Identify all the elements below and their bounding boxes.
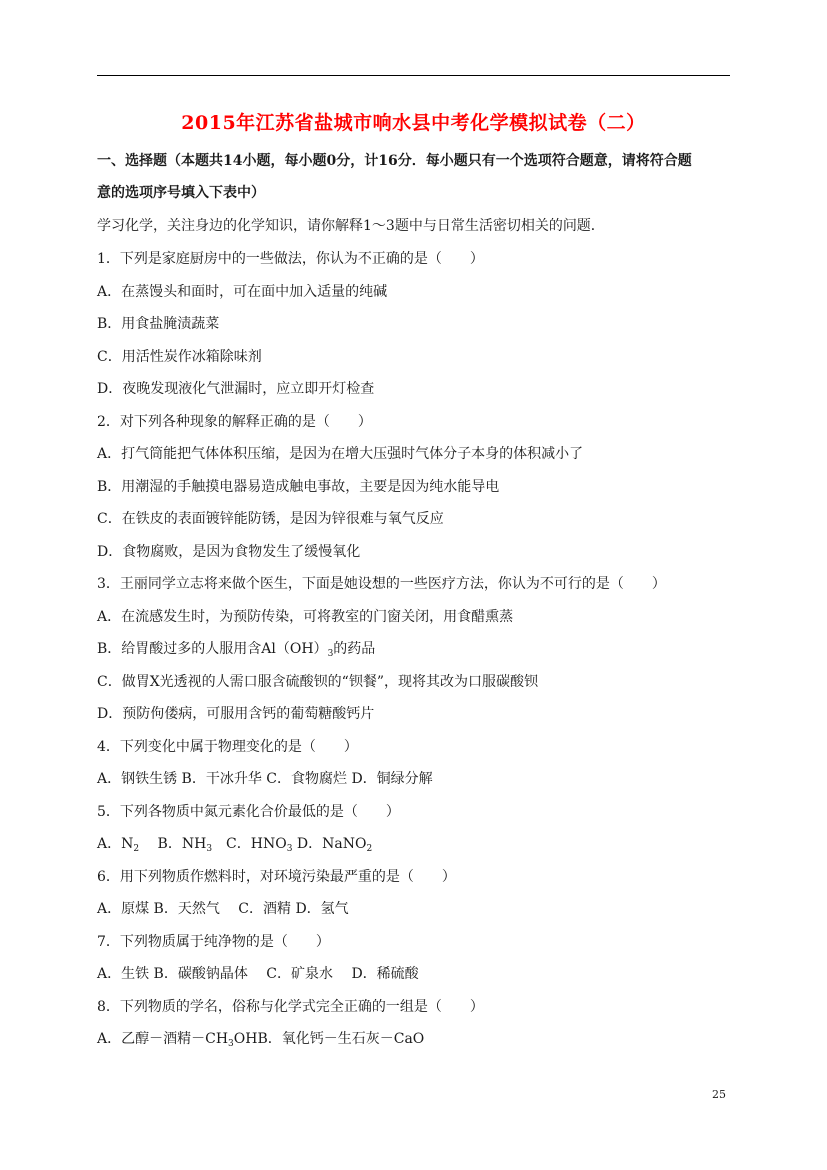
page-title: 2015年江苏省盐城市响水县中考化学模拟试卷（二）	[181, 112, 646, 134]
q1-option-a: A．在蒸馒头和面时，可在面中加入适量的纯碱	[97, 284, 388, 300]
question-6: 6．用下列物质作燃料时，对环境污染最严重的是（ ）	[97, 869, 456, 885]
q5-options	[97, 833, 372, 854]
q3b-text: B．给胃酸过多的人服用含Al（OH）	[97, 641, 328, 657]
q5-option-d-sub: 2	[366, 844, 373, 854]
q1-option-b: B．用食盐腌渍蔬菜	[97, 316, 220, 332]
question-8: 8．下列物质的学名，俗称与化学式完全正确的一组是（ ）	[97, 999, 484, 1015]
header-rule	[97, 75, 730, 76]
q2-option-a: A．打气筒能把气体体积压缩，是因为在增大压强时气体分子本身的体积减小了	[97, 446, 584, 462]
q2-option-b: B．用潮湿的手触摸电器易造成触电事故，主要是因为纯水能导电	[97, 479, 500, 495]
q1-option-d: D．夜晚发现液化气泄漏时，应立即开灯检查	[97, 381, 375, 397]
q3b-text-end: 的药品	[333, 641, 376, 657]
q3-option-a: A．在流感发生时，为预防传染，可将教室的门窗关闭，用食醋熏蒸	[97, 609, 514, 625]
intro-text: 学习化学，关注身边的化学知识，请你解释1～3题中与日常生活密切相关的问题．	[97, 218, 605, 234]
q5-option-b: B．NH	[139, 836, 207, 852]
q2-option-d: D．食物腐败，是因为食物发生了缓慢氧化	[97, 544, 361, 560]
q8-option-b: OHB．氧化钙－生石灰－CaO	[233, 1031, 425, 1047]
question-7: 7．下列物质属于纯净物的是（ ）	[97, 934, 330, 950]
q7-options: A．生铁 B．碳酸钠晶体 C．矿泉水 D．稀硫酸	[97, 966, 419, 982]
question-4: 4．下列变化中属于物理变化的是（ ）	[97, 739, 358, 755]
q5-option-d: D．NaNO	[292, 836, 367, 852]
q4-options: A．钢铁生锈 B．干冰升华 C．食物腐烂 D．铜绿分解	[97, 771, 433, 787]
section-heading-cont: 意的选项序号填入下表中）	[97, 185, 265, 201]
page-number: 25	[712, 1088, 726, 1101]
q3-option-b	[97, 638, 375, 659]
q2-option-c: C．在铁皮的表面镀锌能防锈，是因为锌很难与氧气反应	[97, 511, 444, 527]
q3b-subscript: 3	[327, 649, 334, 659]
section-heading: 一、选择题（本题共14小题，每小题0分，计16分．每小题只有一个选项符合题意，请将符合题	[97, 153, 692, 169]
q5-option-b-sub: 3	[206, 844, 213, 854]
q5-option-a-sub: 2	[133, 844, 140, 854]
question-5: 5．下列各物质中氮元素化合价最低的是（ ）	[97, 804, 400, 820]
q8-option-a-sub: 3	[228, 1039, 234, 1049]
q5-option-c: C．HNO	[212, 836, 287, 852]
question-2: 2．对下列各种现象的解释正确的是（ ）	[97, 414, 372, 430]
q5-option-a: A．N	[97, 836, 134, 852]
q6-options: A．原煤 B．天然气 C．酒精 D．氢气	[97, 901, 349, 917]
q8-option-a: A．乙醇－酒精－CH	[97, 1031, 229, 1047]
q8-options	[97, 1028, 424, 1049]
q1-option-c: C．用活性炭作冰箱除味剂	[97, 349, 262, 365]
q3-option-d: D．预防佝偻病，可服用含钙的葡萄糖酸钙片	[97, 706, 375, 722]
q5-option-c-sub: 3	[286, 844, 293, 854]
question-3: 3．王丽同学立志将来做个医生，下面是她设想的一些医疗方法，你认为不可行的是（ ）	[97, 576, 666, 592]
q3-option-c: C．做胃X光透视的人需口服含硫酸钡的“钡餐”，现将其改为口服碳酸钡	[97, 674, 538, 690]
question-1: 1．下列是家庭厨房中的一些做法，你认为不正确的是（ ）	[97, 251, 484, 267]
